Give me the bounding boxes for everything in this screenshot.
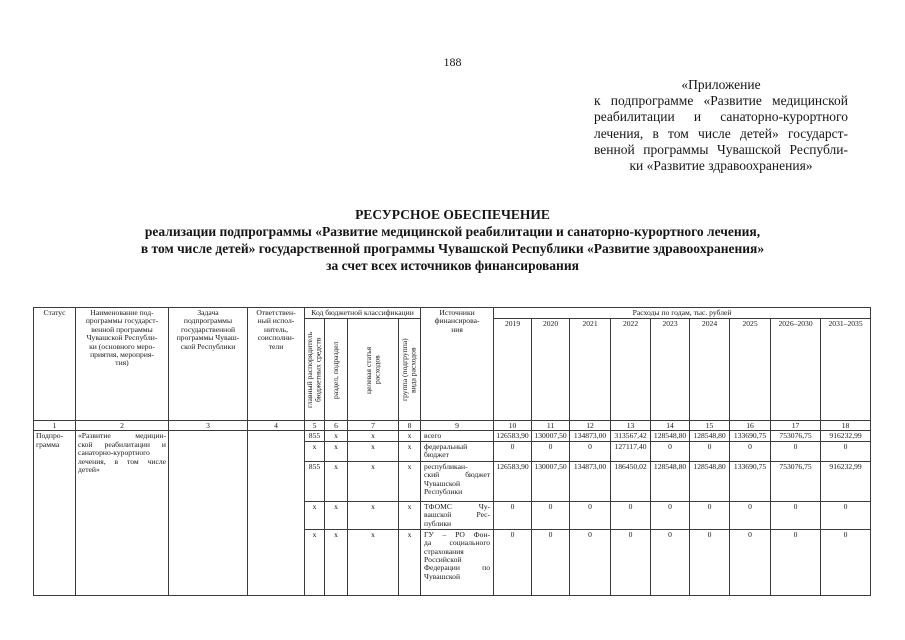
text-line: венной программы Чувашской Республи- — [594, 141, 848, 157]
group-status-cell — [34, 431, 76, 595]
budget-code-cell: 855 — [305, 461, 325, 501]
text-line: приятия, мероприя- — [90, 350, 154, 360]
text-line: всего — [424, 431, 442, 441]
expense-value-cell: 128548,80 — [651, 461, 690, 501]
text-line: грамма — [36, 439, 60, 449]
expense-value-cell: 133690,75 — [730, 431, 771, 441]
group-name-cell — [76, 431, 169, 595]
column-number: 5 — [305, 421, 325, 431]
text-line: расходов — [372, 355, 381, 385]
header-year: 2025 — [730, 319, 771, 421]
expense-value-cell: 126583,90 — [494, 461, 532, 501]
expense-value-cell: 130007,50 — [532, 431, 570, 441]
budget-code-cell: х — [325, 529, 348, 595]
expense-value-cell: 128548,80 — [651, 431, 690, 441]
header-year: 2024 — [690, 319, 730, 421]
expense-value-cell: 0 — [730, 501, 771, 529]
column-number: 4 — [248, 421, 305, 431]
column-number: 14 — [651, 421, 690, 431]
column-number: 15 — [690, 421, 730, 431]
budget-code-cell: х — [325, 441, 348, 461]
header-task — [169, 308, 248, 421]
title-subtitle — [0, 223, 905, 274]
text-line: целевая статья — [363, 346, 373, 394]
expense-value-cell: 0 — [821, 441, 871, 461]
column-number: 12 — [570, 421, 611, 431]
expense-value-cell: 0 — [570, 529, 611, 595]
header-program-name — [76, 308, 169, 421]
text-line: Подпро- — [36, 431, 64, 441]
text-line: вида расходов — [408, 347, 418, 393]
text-line: нитель, — [264, 324, 288, 334]
text-line: ской реабилитации и — [78, 439, 166, 449]
text-line: Российской — [424, 555, 462, 565]
budget-code-cell: х — [305, 501, 325, 529]
header-chief-manager — [305, 319, 325, 421]
table-row — [34, 431, 871, 441]
expense-value-cell: 130007,50 — [532, 461, 570, 501]
budget-code-cell: х — [399, 461, 421, 501]
expense-value-cell: 0 — [570, 501, 611, 529]
column-number: 8 — [399, 421, 421, 431]
text-line: Статус — [43, 308, 66, 317]
expense-value-cell: 0 — [611, 501, 651, 529]
rotated-label-wrap — [401, 320, 418, 420]
expense-value-cell: 128548,80 — [690, 461, 730, 501]
text-line: тия) — [115, 358, 129, 368]
budget-code-cell: х — [399, 431, 421, 441]
expense-value-cell: 0 — [494, 441, 532, 461]
expense-value-cell: 134873,00 — [570, 461, 611, 501]
expense-value-cell: 753076,75 — [771, 431, 821, 441]
header-status-text — [36, 309, 73, 317]
expense-value-cell: 126583,90 — [494, 431, 532, 441]
expense-value-cell: 0 — [651, 441, 690, 461]
group-name-text — [78, 432, 166, 474]
text-line: лечения, в том числе детей» государст- — [594, 125, 848, 141]
header-year: 2023 — [651, 319, 690, 421]
expense-value-cell: 753076,75 — [771, 461, 821, 501]
header-program-name-text — [78, 309, 166, 368]
text-line: вашской Рес- — [424, 510, 491, 520]
expense-value-cell: 0 — [821, 529, 871, 595]
expense-value-cell: 0 — [532, 441, 570, 461]
expense-value-cell: 128548,80 — [690, 431, 730, 441]
expense-value-cell: 0 — [821, 501, 871, 529]
expense-value-cell: 0 — [532, 501, 570, 529]
page-number: 188 — [443, 55, 462, 69]
rotated-label — [365, 322, 382, 418]
header-status — [34, 308, 76, 421]
text-line: бюджетных средств — [313, 337, 323, 403]
column-number: 2 — [76, 421, 169, 431]
budget-code-cell: х — [325, 461, 348, 501]
funding-source-cell — [421, 431, 494, 441]
budget-code-cell: х — [348, 529, 399, 595]
expense-value-cell: 0 — [771, 441, 821, 461]
expense-value-cell: 0 — [570, 441, 611, 461]
text-line: финансирова- — [434, 316, 480, 326]
funding-source-cell — [421, 441, 494, 461]
text-line: ки «Развитие здравоохранения» — [629, 158, 813, 174]
funding-source-cell — [421, 461, 494, 501]
header-target-item — [348, 319, 399, 421]
budget-code-cell: х — [348, 441, 399, 461]
expense-value-cell: 134873,00 — [570, 431, 611, 441]
text-line: санаторно-курортного — [78, 448, 150, 458]
text-line: в том числе детей» государственной программы Чувашской Республики «Развитие здравоохранения» — [140, 241, 765, 256]
rotated-label — [306, 322, 323, 418]
expense-value-cell: 0 — [651, 501, 690, 529]
expense-value-cell: 0 — [690, 501, 730, 529]
text-line: ский бюджет — [424, 470, 491, 480]
resource-table — [33, 307, 871, 596]
expense-value-cell: 186450,02 — [611, 461, 651, 501]
budget-code-cell: х — [399, 441, 421, 461]
expense-value-cell: 0 — [494, 529, 532, 595]
text-line: Ответствен- — [256, 308, 296, 317]
header-year: 2031–2035 — [821, 319, 871, 421]
text-line: программы государст- — [85, 316, 159, 326]
text-line: Чувашской — [424, 478, 461, 488]
text-line: Чувашской — [424, 571, 461, 581]
column-number: 7 — [348, 421, 399, 431]
text-line: соисполни- — [257, 333, 295, 343]
budget-code-cell: х — [399, 529, 421, 595]
rotated-label-wrap — [350, 320, 396, 420]
text-line: реабилитации и санаторно-курортного — [594, 109, 848, 125]
expense-value-cell: 0 — [771, 529, 821, 595]
rotated-label-wrap — [307, 320, 322, 420]
header-row — [34, 308, 871, 319]
column-number: 13 — [611, 421, 651, 431]
text-line: Федерации по — [424, 563, 491, 573]
expense-value-cell: 0 — [690, 529, 730, 595]
expense-value-cell: 0 — [690, 441, 730, 461]
text-line: венной программы — [91, 324, 153, 334]
rotated-label-wrap — [327, 320, 345, 420]
text-line: ской Республики — [180, 341, 236, 351]
header-year: 2022 — [611, 319, 651, 421]
column-number: 18 — [821, 421, 871, 431]
rotated-label — [332, 322, 340, 418]
expense-value-cell: 133690,75 — [730, 461, 771, 501]
column-number: 6 — [325, 421, 348, 431]
funding-source-cell — [421, 529, 494, 595]
text-line: детей» — [78, 465, 100, 475]
header-funding-sources — [421, 308, 494, 421]
text-line: Источники — [439, 308, 475, 317]
budget-code-cell: х — [348, 501, 399, 529]
text-line: Наименование под- — [90, 308, 154, 317]
text-line: да социального — [424, 538, 491, 548]
group-status-text — [36, 432, 73, 449]
header-task-text — [171, 309, 245, 351]
text-line: главный распорядитель — [305, 331, 315, 409]
text-line: Задача — [197, 308, 219, 317]
header-year: 2021 — [570, 319, 611, 421]
rotated-label — [401, 322, 418, 418]
text-line: ГУ – РО Фон- — [424, 529, 491, 539]
column-number: 16 — [730, 421, 771, 431]
text-line: публики — [424, 518, 452, 528]
funding-source-cell — [421, 501, 494, 529]
header-executor — [248, 308, 305, 421]
expense-value-cell: 916232,99 — [821, 461, 871, 501]
expense-value-cell: 0 — [532, 529, 570, 595]
expense-value-cell: 916232,99 — [821, 431, 871, 441]
text-line: ТФОМС Чу- — [424, 501, 491, 511]
text-line: федеральный — [424, 441, 468, 451]
appendix-note — [594, 77, 848, 174]
header-expense-group — [399, 319, 421, 421]
header-funding-sources-text — [423, 309, 491, 334]
header-year: 2019 — [494, 319, 532, 421]
text-line: ния — [451, 324, 463, 334]
text-line: Чувашской Республи- — [86, 333, 158, 343]
text-line: раздел, подраздел — [330, 341, 340, 399]
text-line: к подпрограмме «Развитие медицинской — [594, 93, 848, 109]
header-expenses: Расходы по годам, тыс. рублей — [494, 308, 871, 319]
text-line: подпрограммы — [183, 316, 233, 326]
text-line: Республики — [424, 487, 463, 497]
expense-value-cell: 0 — [611, 529, 651, 595]
expense-value-cell: 0 — [651, 529, 690, 595]
text-line: программы Чуваш- — [176, 333, 240, 343]
header-budget-code: Код бюджетной классификации — [305, 308, 421, 319]
budget-code-cell: х — [348, 431, 399, 441]
column-number: 17 — [771, 421, 821, 431]
text-line: государственной — [180, 324, 236, 334]
text-line: «Развитие медицин- — [78, 431, 166, 441]
text-line: республикан- — [424, 461, 468, 471]
budget-code-cell: х — [325, 431, 348, 441]
text-line: тели — [268, 341, 284, 351]
column-number: 3 — [169, 421, 248, 431]
text-line: бюджет — [424, 450, 449, 460]
text-line: лечения, в том числе — [78, 456, 166, 466]
column-number: 11 — [532, 421, 570, 431]
text-line: ки (основного меро- — [89, 341, 155, 351]
group-executor-cell — [248, 431, 305, 595]
expense-value-cell: 0 — [771, 501, 821, 529]
header-section — [325, 319, 348, 421]
text-line: страхования — [424, 546, 464, 556]
column-number: 9 — [421, 421, 494, 431]
header-year: 2026–2030 — [771, 319, 821, 421]
budget-code-cell: х — [305, 529, 325, 595]
header-executor-text — [250, 309, 302, 351]
expense-value-cell: 0 — [730, 529, 771, 595]
expense-value-cell: 127117,40 — [611, 441, 651, 461]
budget-code-cell: х — [305, 441, 325, 461]
text-line: «Приложение — [681, 77, 761, 92]
column-number: 10 — [494, 421, 532, 431]
budget-code-cell: х — [325, 501, 348, 529]
document-title — [0, 206, 905, 274]
budget-code-cell: 855 — [305, 431, 325, 441]
header-year: 2020 — [532, 319, 570, 421]
expense-value-cell: 0 — [494, 501, 532, 529]
text-line: реализации подпрограммы «Развитие медицинской реабилитации и санаторно-курортного лечения, — [144, 224, 761, 239]
text-line: группа (подгруппа) — [400, 338, 410, 402]
expense-value-cell: 0 — [730, 441, 771, 461]
budget-code-cell: х — [348, 461, 399, 501]
title-heading: РЕСУРСНОЕ ОБЕСПЕЧЕНИЕ — [355, 207, 550, 222]
group-task-cell — [169, 431, 248, 595]
text-line: за счет всех источников финансирования — [326, 258, 579, 273]
text-line: ный испол- — [257, 316, 295, 326]
column-number: 1 — [34, 421, 76, 431]
expense-value-cell: 313567,42 — [611, 431, 651, 441]
budget-code-cell: х — [399, 501, 421, 529]
column-number-row — [34, 421, 871, 431]
